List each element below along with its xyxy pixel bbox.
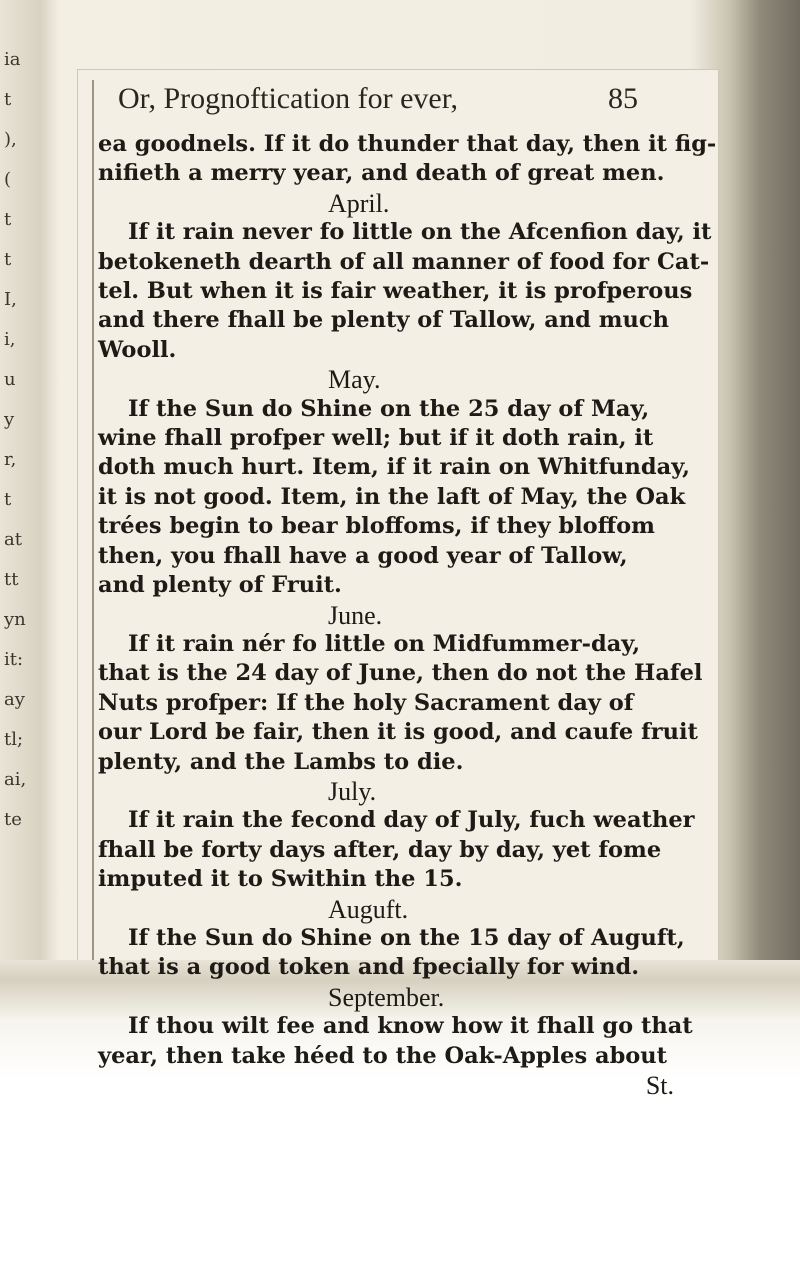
text-line: ea goodnels. If it do thunder that day, then it fig- <box>98 131 717 157</box>
month-heading-august: Auguft. <box>328 894 409 924</box>
facing-fragment: ia <box>4 49 21 70</box>
catchword: St. <box>645 1071 674 1100</box>
text-line: Nuts profper: If the holy Sacrament day of <box>98 689 634 716</box>
gutter-line <box>92 80 94 960</box>
text-line: then, you fhall have a good year of Tallow, <box>98 542 628 569</box>
month-heading-may: May. <box>328 365 381 395</box>
text-line: our Lord be fair, then it is good, and caufe fruit <box>98 719 698 746</box>
facing-fragment: tl; <box>4 729 24 750</box>
facing-fragment: ( <box>4 169 12 190</box>
facing-fragment: y <box>4 409 15 430</box>
text-line: If the Sun do Shine on the 15 day of Auguft, <box>128 924 685 951</box>
text-line: doth much hurt. Item, if it rain on Whitfunday, <box>98 454 690 481</box>
month-heading-july: July. <box>328 776 377 806</box>
facing-fragment: I, <box>4 289 17 310</box>
text-line: it is not good. Item, in the laft of May, the Oak <box>98 483 686 510</box>
month-heading-april: April. <box>328 188 390 218</box>
text-line: that is a good token and fpecially for wind. <box>98 954 640 981</box>
text-line: trées begin to bear bloffoms, if they bloffom <box>98 513 655 540</box>
text-line: imputed it to Swithin the 15. <box>98 866 463 893</box>
facing-fragment: t <box>4 489 12 510</box>
page-number: 85 <box>608 82 638 115</box>
text-line: nifieth a merry year, and death of great men. <box>98 160 665 187</box>
facing-fragment: t <box>4 89 12 110</box>
text-line: If the Sun do Shine on the 25 day of May, <box>128 395 650 422</box>
text-line: If thou wilt fee and know how it fhall go that <box>128 1013 693 1040</box>
facing-fragment: u <box>4 369 16 390</box>
facing-fragment: i, <box>4 329 16 350</box>
text-line: plenty, and the Lambs to die. <box>98 748 464 775</box>
facing-fragment: at <box>4 529 22 550</box>
text-line: Wooll. <box>98 336 177 363</box>
text-line: and plenty of Fruit. <box>98 572 342 599</box>
facing-fragment: te <box>4 809 22 830</box>
text-line: year, then take héed to the Oak-Apples about <box>98 1042 668 1069</box>
text-line: wine fhall profper well; but if it doth rain, it <box>98 425 654 452</box>
running-title: Or, Prognoftication for ever, <box>118 82 458 115</box>
text-line: betokeneth dearth of all manner of food for Cat- <box>98 248 710 275</box>
month-heading-september: September. <box>328 982 445 1012</box>
facing-fragment: tt <box>4 569 19 590</box>
facing-fragment: ), <box>4 129 17 150</box>
facing-fragment: ai, <box>4 769 27 790</box>
facing-page-edge <box>0 40 70 970</box>
text-line: that is the 24 day of June, then do not the Hafel <box>98 660 703 687</box>
facing-fragment: ay <box>4 689 25 710</box>
month-heading-june: June. <box>328 600 383 630</box>
text-line: If it rain nér fo little on Midfummer-day, <box>128 630 641 657</box>
facing-fragment: yn <box>4 609 26 630</box>
facing-fragment: it: <box>4 649 24 670</box>
running-head <box>118 82 638 122</box>
body-text <box>98 130 717 1100</box>
text-line: If it rain never fo little on the Afcenfion day, it <box>128 219 712 246</box>
facing-fragment: r, <box>4 449 17 470</box>
text-line: fhall be forty days after, day by day, yet fome <box>98 836 662 863</box>
text-line: and there fhall be plenty of Tallow, and much <box>98 307 669 334</box>
facing-fragment: t <box>4 249 12 270</box>
facing-fragment: t <box>4 209 12 230</box>
text-line: If it rain the fecond day of July, fuch weather <box>128 807 695 834</box>
text-line: tel. But when it is fair weather, it is profperous <box>98 278 693 305</box>
